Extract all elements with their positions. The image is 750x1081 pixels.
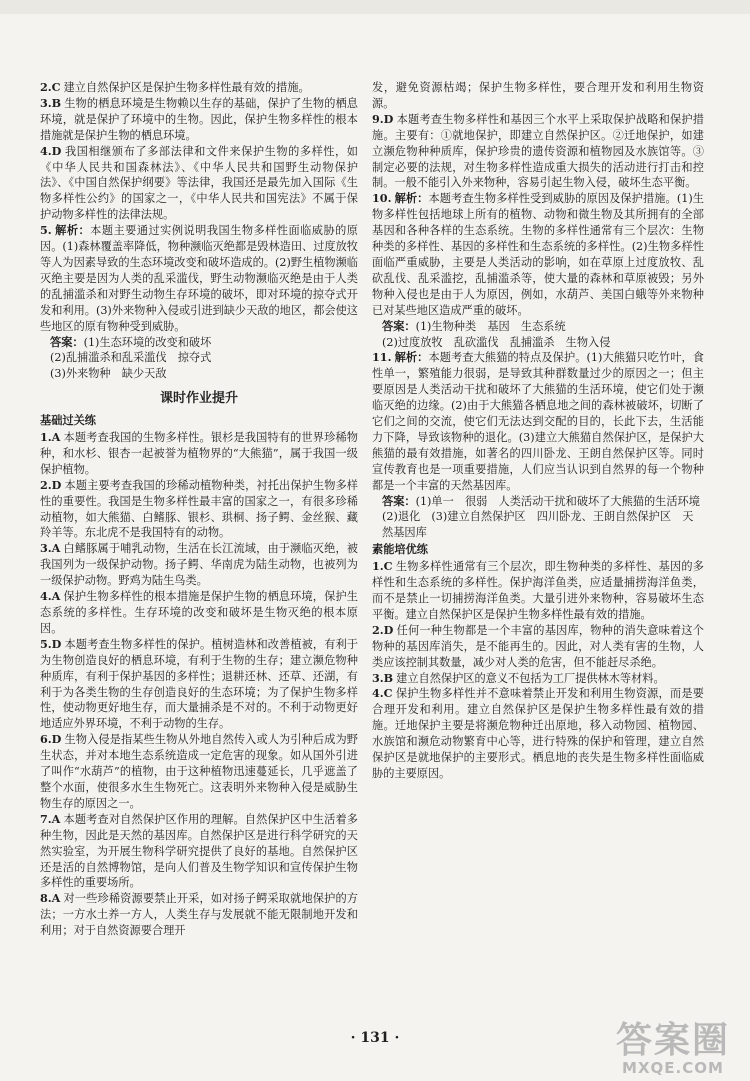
item-number: 3.B xyxy=(372,670,394,685)
answer-line: (1)生物种类 基因 生态系统 xyxy=(415,319,566,333)
item-number: 4.C xyxy=(372,686,393,701)
answer-label: 答案： xyxy=(382,318,416,333)
item-text: 保护生物多样性的根本措施是保护生物的栖息环境，保护生态系统的多样性。生存环境的改变和破坏是生物灭绝的根本原因。 xyxy=(40,590,358,635)
item-number: 4.A xyxy=(40,589,61,604)
right-column xyxy=(372,80,712,782)
item-number: 2.D xyxy=(40,477,62,492)
watermark-bottom: MXQE.COM xyxy=(622,1059,724,1077)
answer-item-11 xyxy=(372,350,704,493)
subsection-advanced: 素能培优练 xyxy=(372,543,428,557)
item-text: 生物多样性通常有三个层次，即生物种类的多样性、基因的多样性和生态系统的多样性。保护海洋鱼类，应适量捕捞海洋鱼类，而不是禁止一切捕捞海洋鱼类。大量引进外来物种，容易破坏生态平衡。建立自然保护区是保护生物多样性最有效的措施。 xyxy=(372,560,704,621)
answer-item xyxy=(40,80,358,96)
answer-item xyxy=(372,623,704,671)
item-text: 白鳍豚属于哺乳动物，生活在长江流域，由于濒临灭绝，被我国列为一级保护动物。扬子鳄、华南虎为陆生动物，也被列为一级保护动物。野鸡为陆生鸟类。 xyxy=(40,542,358,588)
analysis-label: 解析： xyxy=(394,350,429,365)
answer-item xyxy=(40,637,358,732)
item-number: 1.C xyxy=(372,559,393,574)
answer-item xyxy=(40,589,358,637)
answer-item xyxy=(40,732,358,812)
item-text: 我国相继颁布了多部法律和文件来保护生物的多样性，如《中华人民共和国森林法》、《中华人民共和国野生动物保护法》、《中国自然保护纲要》等法律，我国还是最先加入国际《生物多样性公约》的国家之一，《中华人民共和国宪法》不属于保护动物多样性的法律法规。 xyxy=(40,144,358,222)
item-number: 11. xyxy=(372,350,392,365)
answer-label: 答案： xyxy=(382,493,416,508)
item-number: 3.A xyxy=(40,541,61,556)
left-column xyxy=(40,80,358,939)
answer-line: (2)乱捕滥杀和乱采滥伐 掠夺式 xyxy=(50,351,212,365)
item-number: 5.D xyxy=(40,636,62,651)
page-number: · 131 · xyxy=(350,1030,400,1046)
answer-item xyxy=(40,541,358,589)
item-text: 本题考查生物多样性的保护。植树造林和改善植被，有利于为生物创造良好的栖息环境，有利于生物的生存；建立濒危物种种质库，有利于保护基因的多样性；退耕还林、还草、还湖，有利于为各类生物的生存创造良好的生态环境；为了保护生物多样性，使动物更好地生存，而大量捕杀是不对的。不利于动物更好地适应外界环境，不利于动物的生存。 xyxy=(40,637,358,731)
item-number: 6.D xyxy=(40,732,62,747)
answer-line: (3)外来物种 缺少天敌 xyxy=(50,367,167,381)
item-text: 保护生物多样性并不意味着禁止开发和利用生物资源，而是要合理开发和利用。建立自然保护区是保护生物多样性最有效的措施。迁地保护主要是将濒危物种迁出原地，移入动物园、植物园、水族馆和濒危动物繁育中心等，进行特殊的保护和管理，建立自然保护区是就地保护的主要形式。栖息地的丧失是生物多样性面临威胁的主要原因。 xyxy=(372,687,704,780)
answer-block xyxy=(372,493,712,542)
item-text: 任何一种生物都是一个丰富的基因库，物种的消失意味着这个物种的基因库消失，是不能再生的。因此，对人类有害的生物，人类应该控制其数量，减少对人类的危害，但不能赶尽杀绝。 xyxy=(372,623,704,669)
subsection-basic: 基础过关练 xyxy=(40,414,96,428)
item-text: 建立自然保护区是保护生物多样性最有效的措施。 xyxy=(63,81,310,94)
right-items xyxy=(372,559,704,782)
item-number: 3.B xyxy=(40,95,62,110)
answer-item-9 xyxy=(372,112,704,192)
answer-item xyxy=(372,559,704,623)
answer-label: 答案： xyxy=(50,334,84,349)
answer-item xyxy=(372,686,704,781)
item-number: 7.A xyxy=(40,811,61,826)
item-number: 8.A xyxy=(40,891,61,906)
watermark-logo xyxy=(616,1022,730,1076)
item-text: 本题主要考查我国的珍稀动植物种类，衬托出保护生物多样性的重要性。我国是生物多样性最丰富的国家之一，有很多珍稀动植物，如大熊猫、白鳍豚、银杉、珙桐、扬子鳄、金丝猴、藏羚羊等。东北虎不是我国特有的动物。 xyxy=(40,478,358,540)
left-top-items xyxy=(40,80,358,223)
item-text: 本题考查对自然保护区作用的理解。自然保护区中生活着多种生物，因此是天然的基因库。自然保护区是进行科学研究的天然实验室，为开展生物科学研究提供了良好的基地。自然保护区还是活的自然博物馆，是向人们普及生物学知识和宣传保护生物多样性的重要场所。 xyxy=(40,812,358,890)
analysis-label: 解析： xyxy=(394,191,429,206)
item-text: 本题考查我国的生物多样性。银杉是我国特有的世界珍稀物种，和水杉、银杏一起被誉为植物界的“大熊猫”，属于我国一级保护植物。 xyxy=(40,431,358,476)
answer-item xyxy=(40,812,358,892)
answer-item xyxy=(40,891,358,939)
item-text: 本题考查生物多样性和基因三个水平上采取保护战略和保护措施。主要有：①就地保护，即建立自然保护区。②迁地保护，如建立濒危物种种质库，保护珍贵的遗传资源和植物园及水族馆等。③制定必要的法规，对生物多样性造成重大损失的活动进行打击和控制。一般不能引入外来物种，容易引起生物入侵，破坏生态平衡。 xyxy=(372,112,704,190)
watermark-top: 答案圈 xyxy=(615,1020,730,1061)
item-text: 建立自然保护区的意义不包括为工厂提供林木等材料。 xyxy=(396,671,665,685)
answer-line: (1)生态环境的改变和破坏 xyxy=(83,335,212,349)
item-text: 本题主要通过实例说明我国生物多样性面临威胁的原因。(1)森林覆盖率降低，物种濒临灭绝都是毁林造田、过度放牧等人为因素导致的生态环境改变和破坏造成的。(2)野生植物濒临灭绝主要是因为人类的乱采滥伐，野生动物濒临灭绝是由于人类的乱捕滥杀和对野生动物生存环境的破坏，即对环境的掠夺式开发和利用。(3)外来物种入侵或引进到缺少天敌的地区，都会使这些地区的原有物种受到威胁。 xyxy=(40,224,358,333)
item-text: 本题考查大熊猫的特点及保护。(1)大熊猫只吃竹叶，食性单一，繁殖能力很弱，是导致其种群数量过少的原因之一；但主要原因是人类活动干扰和破坏了大熊猫的生活环境，使它们处于濒临灭绝的边缘。(2)由于大熊猫各栖息地之间的森林被破坏，切断了它们之间的交流，使它们无法达到交配的目的，长此下去，生活能力下降，导致该物种的退化。(3)建立大熊猫自然保护区，是保护大熊猫的最有效措施，如著名的四川卧龙、王朗自然保护区等。同时宣传教育也是一项重要措施，人们应当认识到自然界的每一个物种都是一个丰富的天然基因库。 xyxy=(372,351,704,492)
top-scan-band xyxy=(0,0,750,14)
item-number: 5. xyxy=(40,223,52,238)
item-number: 2.D xyxy=(372,622,394,637)
item-number: 1.A xyxy=(40,430,61,445)
left-bottom-items xyxy=(40,430,358,939)
analysis-label: 解析： xyxy=(54,223,91,238)
section-heading: 课时作业提升 xyxy=(159,391,238,407)
answer-item-5 xyxy=(40,223,358,334)
answer-block xyxy=(372,319,704,335)
answer-item xyxy=(40,478,358,542)
item-text: 对一些珍稀资源要禁止开采，如对扬子鳄采取就地保护的方法；一方水土养一方人，人类生存与发展就不能无限制地开发和利用；对于自然资源要合理开 xyxy=(40,892,358,938)
answer-item-10 xyxy=(372,191,704,318)
answer-block xyxy=(40,335,358,351)
item-text: 本题考查生物多样性受到威胁的原因及保护措施。(1)生物多样性包括地球上所有的植物、动物和微生物及其所拥有的全部基因和各种各样的生态系统。生物的多样性通常有三个层次：生物种类的多样性、基因的多样性和生态系统的多样性。(2)生物多样性面临严重威胁，主要是人类活动的影响，如在草原上过度放牧、乱砍乱伐、乱采滥挖，乱捕滥杀等，使大量的森林和草原被毁；另外物种入侵也是由于人为原因，例如，水葫芦、美国白蛾等外来物种已对某些地区造成严重的破坏。 xyxy=(372,192,704,317)
item-text: 生物的栖息环境是生物赖以生存的基础，保护了生物的栖息环境，就是保护了环境中的生物。因此，保护生物多样性的根本措施就是保护生物的栖息环境。 xyxy=(40,96,358,142)
answer-line: (2)过度放牧 乱砍滥伐 乱捕滥杀 生物入侵 xyxy=(382,335,611,349)
item-number: 4.D xyxy=(40,143,62,158)
item-number: 9.D xyxy=(372,111,394,126)
item-number: 10. xyxy=(372,191,392,206)
answer-line: (1)单一 很弱 人类活动干扰和破坏了大熊猫的生活环境 (2)退化 (3)建立自然保护区 四川卧龙、王朗自然保护区 天然基因库 xyxy=(382,494,712,540)
item-number: 2.C xyxy=(40,80,61,94)
answer-item xyxy=(40,96,358,144)
answer-item xyxy=(40,144,358,224)
answer-item xyxy=(372,671,704,687)
continuation-text: 发，避免资源枯竭；保护生物多样性，要合理开发和利用生物资源。 xyxy=(372,81,704,110)
item-text: 生物入侵是指某些生物从外地自然传入或人为引种后成为野生状态，并对本地生态系统造成一定危害的现象。如从国外引进了叫作“水葫芦”的植物，由于这种植物迅速蔓延长，几乎遮盖了整个水面，使很多水生生物死亡。这表明外来物种入侵是威胁生物生存的原因之一。 xyxy=(40,733,358,810)
answer-item xyxy=(40,430,358,478)
